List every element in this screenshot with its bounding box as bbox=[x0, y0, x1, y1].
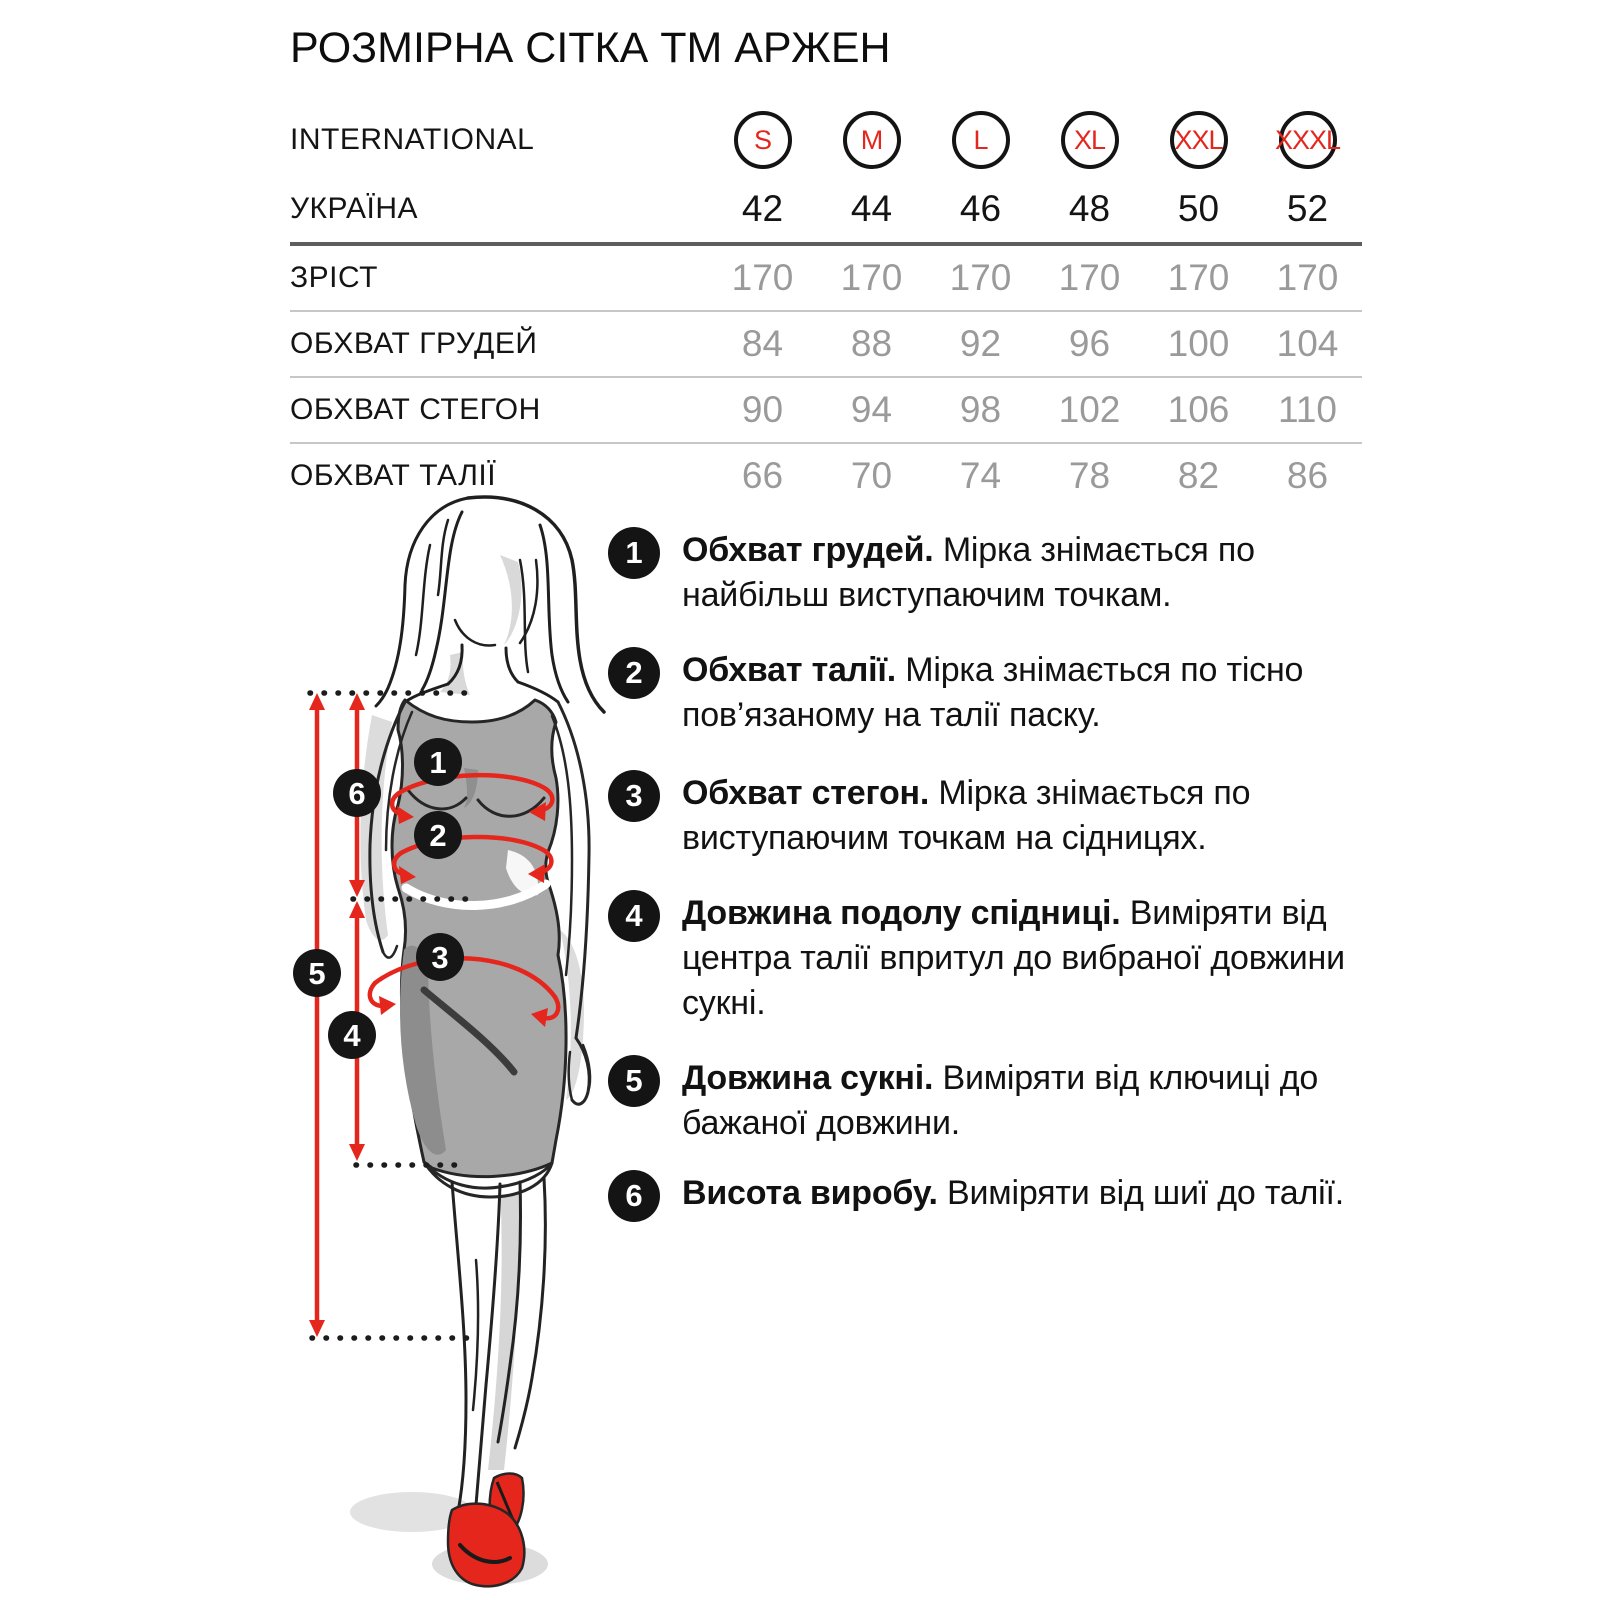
ua-size-cell: 52 bbox=[1286, 188, 1329, 229]
row-label-bust: ОБХВАТ ГРУДЕЙ bbox=[290, 327, 538, 360]
value-cell: 84 bbox=[741, 323, 784, 364]
legend-title: Довжина подолу спідниці. bbox=[682, 894, 1121, 932]
legend-badge-1: 1 bbox=[608, 527, 660, 579]
marker-4 bbox=[328, 1011, 376, 1059]
value-cell: 70 bbox=[850, 455, 893, 496]
value-cell: 170 bbox=[949, 257, 1012, 298]
size-badge-xxl-label: XXL bbox=[1174, 124, 1223, 155]
value-cell: 106 bbox=[1167, 389, 1230, 430]
value-cell: 110 bbox=[1278, 389, 1337, 430]
legend-text: Мірка знімається по найбільш виступаючим точкам. bbox=[682, 531, 1255, 614]
table-row-height bbox=[290, 242, 1362, 310]
legend-badge-3: 3 bbox=[608, 770, 660, 822]
row-label-hips: ОБХВАТ СТЕГОН bbox=[290, 393, 541, 426]
ua-size-cell: 42 bbox=[741, 188, 784, 229]
legend-item-hips bbox=[608, 771, 1372, 861]
value-cell: 78 bbox=[1068, 455, 1111, 496]
row-label-height: ЗРІСТ bbox=[290, 261, 378, 294]
legend-text: Виміряти від центра талії впритул до вибраної довжини сукні. bbox=[682, 894, 1345, 1022]
legend-text: Виміряти від шиї до талії. bbox=[947, 1174, 1345, 1212]
marker-1 bbox=[414, 738, 462, 786]
svg-text:1: 1 bbox=[429, 745, 447, 780]
legend-item-waist bbox=[608, 648, 1372, 738]
value-cell: 94 bbox=[850, 389, 893, 430]
size-badge-xxl bbox=[1170, 111, 1228, 169]
ua-size-cell: 48 bbox=[1068, 188, 1111, 229]
size-badge-xxxl bbox=[1274, 111, 1341, 169]
value-cell: 170 bbox=[1058, 257, 1121, 298]
value-cell: 102 bbox=[1058, 389, 1121, 430]
red-shoes bbox=[448, 1474, 524, 1587]
ua-size-cell: 50 bbox=[1177, 188, 1220, 229]
legend-item-bust bbox=[608, 528, 1372, 618]
value-cell: 90 bbox=[741, 389, 784, 430]
svg-text:5: 5 bbox=[308, 956, 326, 991]
value-cell: 100 bbox=[1167, 323, 1230, 364]
legend-item-product-height bbox=[608, 1171, 1372, 1222]
size-badge-l bbox=[952, 111, 1010, 169]
legend-title: Обхват грудей. bbox=[682, 531, 934, 569]
row-label-ukraine: УКРАЇНА bbox=[290, 192, 419, 225]
row-label-international: INTERNATIONAL bbox=[290, 123, 535, 156]
legend-title: Обхват талії. bbox=[682, 651, 896, 689]
page-title: РОЗМІРНА СІТКА ТМ АРЖЕН bbox=[290, 24, 891, 72]
size-badge-s-label: S bbox=[753, 124, 771, 155]
head-and-hair bbox=[376, 497, 604, 712]
svg-text:4: 4 bbox=[343, 1018, 361, 1053]
ua-size-cell: 46 bbox=[959, 188, 1002, 229]
ua-size-cell: 44 bbox=[850, 188, 893, 229]
value-cell: 170 bbox=[1167, 257, 1230, 298]
value-cell: 82 bbox=[1177, 455, 1220, 496]
table-row-international bbox=[290, 104, 1362, 176]
size-badge-xl bbox=[1061, 111, 1119, 169]
size-badge-l-label: L bbox=[973, 124, 988, 155]
value-cell: 170 bbox=[731, 257, 794, 298]
legend-badge-2: 2 bbox=[608, 647, 660, 699]
legend-title: Висота виробу. bbox=[682, 1174, 938, 1212]
legend-badge-6: 6 bbox=[608, 1170, 660, 1222]
legend-item-dress-length bbox=[608, 1056, 1372, 1146]
value-cell: 66 bbox=[741, 455, 784, 496]
legend-title: Обхват стегон. bbox=[682, 774, 930, 812]
size-badge-xxxl-label: XXXL bbox=[1274, 124, 1341, 155]
value-cell: 92 bbox=[959, 323, 1002, 364]
legend-title: Довжина сукні. bbox=[682, 1059, 934, 1097]
dress-length-arrow bbox=[309, 693, 325, 1337]
svg-text:2: 2 bbox=[429, 818, 447, 853]
value-cell: 96 bbox=[1068, 323, 1111, 364]
svg-text:3: 3 bbox=[431, 940, 449, 975]
legend-text: Мірка знімається по виступаючим точкам на сідницях. bbox=[682, 774, 1251, 857]
table-row-ukraine bbox=[290, 176, 1362, 242]
value-cell: 86 bbox=[1286, 455, 1329, 496]
size-badge-xl-label: XL bbox=[1073, 124, 1106, 155]
size-badge-m-label: M bbox=[860, 124, 883, 155]
value-cell: 98 bbox=[959, 389, 1002, 430]
size-badge-s bbox=[734, 111, 792, 169]
value-cell: 170 bbox=[1276, 257, 1339, 298]
marker-6 bbox=[333, 769, 381, 817]
size-table bbox=[290, 104, 1362, 508]
face-shading bbox=[500, 555, 522, 645]
marker-2 bbox=[414, 811, 462, 859]
table-row-bust bbox=[290, 310, 1362, 376]
marker-5 bbox=[293, 949, 341, 997]
table-row-hips bbox=[290, 376, 1362, 442]
legend-badge-4: 4 bbox=[608, 890, 660, 942]
svg-text:6: 6 bbox=[348, 776, 366, 811]
size-badge-m bbox=[843, 111, 901, 169]
value-cell: 170 bbox=[840, 257, 903, 298]
value-cell: 88 bbox=[850, 323, 893, 364]
legend-item-skirt-length bbox=[608, 891, 1372, 1026]
legend-text: Виміряти від ключиці до бажаної довжини. bbox=[682, 1059, 1319, 1142]
legend-badge-5: 5 bbox=[608, 1055, 660, 1107]
marker-3 bbox=[416, 933, 464, 981]
row-label-waist: ОБХВАТ ТАЛІЇ bbox=[290, 459, 497, 492]
legend-text: Мірка знімається по тісно пов’язаному на талії паску. bbox=[682, 651, 1304, 734]
value-cell: 74 bbox=[959, 455, 1002, 496]
value-cell: 104 bbox=[1276, 323, 1339, 364]
